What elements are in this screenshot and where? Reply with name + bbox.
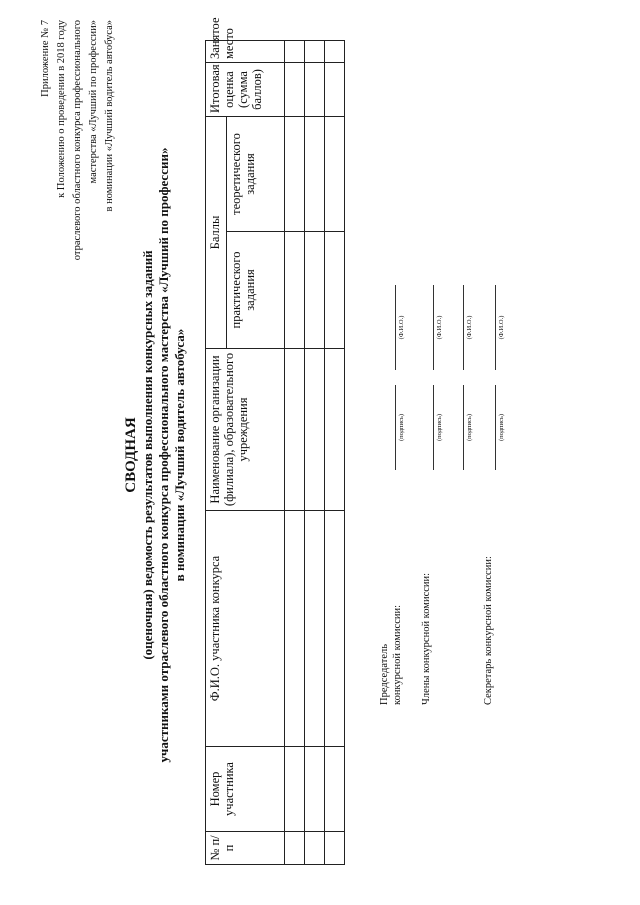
signature-line — [482, 385, 496, 470]
table-cell — [285, 832, 305, 865]
role-label-line: Председатель — [379, 643, 390, 705]
appendix-line: к Положению о проведении в 2018 году — [56, 20, 67, 198]
header-cell: практического задания — [227, 232, 285, 349]
role-label-line: конкурсной комиссии: — [392, 604, 403, 705]
table-cell — [305, 832, 325, 865]
signature-line — [450, 385, 464, 470]
role-label: Члены конкурсной комиссии: — [421, 572, 432, 705]
table-cell — [285, 232, 305, 349]
title-line: участниками отраслевого областного конкурса профессионального мастерства «Лучший по профессии» — [156, 147, 171, 763]
appendix-line: отраслевого областного конкурса профессионального — [72, 20, 83, 261]
header-cell: Номер участника — [206, 747, 285, 832]
table-cell — [325, 232, 345, 349]
signature-caption: (подпись) — [398, 414, 405, 441]
title-line: СВОДНАЯ — [123, 417, 139, 493]
fio-line — [450, 285, 464, 370]
chairman-signature-block — [378, 285, 418, 705]
role-label: Секретарь конкурсной комиссии: — [483, 556, 494, 705]
signature-line — [420, 385, 434, 470]
secretary-signature-block — [482, 285, 522, 705]
table-row — [285, 41, 305, 865]
signature-caption: (подпись) — [436, 414, 443, 441]
appendix-line: в номинации «Лучший водитель автобуса» — [104, 20, 115, 212]
header-cell: теоретического задания — [227, 117, 285, 232]
fio-slot — [482, 285, 506, 370]
table-cell — [305, 63, 325, 117]
table-cell — [325, 832, 345, 865]
fio-line — [420, 285, 434, 370]
signature-slot — [450, 385, 474, 470]
signature-slot — [482, 385, 506, 470]
table-cell — [285, 747, 305, 832]
table-cell — [305, 117, 325, 232]
role-label — [378, 495, 404, 705]
appendix-line: мастерства «Лучший по профессии» — [88, 20, 99, 184]
results-table — [205, 17, 345, 865]
table-cell — [285, 349, 305, 511]
header-cell: Баллы — [206, 117, 227, 349]
table-cell — [325, 511, 345, 747]
appendix-note — [38, 20, 118, 325]
table-cell — [305, 511, 325, 747]
fio-caption: (Ф.И.О.) — [436, 315, 443, 340]
fio-caption: (Ф.И.О.) — [466, 315, 473, 340]
table-cell — [285, 63, 305, 117]
table-cell — [325, 41, 345, 63]
fio-caption: (Ф.И.О.) — [498, 315, 505, 340]
fio-slot — [420, 285, 444, 370]
appendix-line: Приложение № 7 — [40, 20, 51, 97]
fio-slot — [450, 285, 474, 370]
header-cell: Итоговая оценка (сумма баллов) — [206, 63, 285, 117]
signature-line — [382, 385, 396, 470]
header-cell: Занятое место — [206, 41, 285, 63]
table-cell — [285, 41, 305, 63]
signature-slot — [420, 385, 444, 470]
table-cell — [305, 232, 325, 349]
table-cell — [305, 747, 325, 832]
table-cell — [285, 511, 305, 747]
signature-caption: (подпись) — [466, 414, 473, 441]
header-cell: № п/п — [206, 832, 285, 865]
fio-line — [482, 285, 496, 370]
members-signature-block — [420, 285, 480, 705]
table-cell — [305, 349, 325, 511]
document-title — [122, 45, 188, 865]
table-cell — [325, 747, 345, 832]
table-cell — [305, 41, 325, 63]
table-cell — [285, 117, 305, 232]
table-cell — [325, 349, 345, 511]
header-cell: Наименование организации (филиала), образовательного учреждения — [206, 349, 285, 511]
table-row — [305, 41, 325, 865]
title-line: (оценочная) ведомость результатов выполнения конкурсных заданий — [140, 250, 155, 660]
signature-caption: (подпись) — [498, 414, 505, 441]
fio-line — [382, 285, 396, 370]
table-header-row — [206, 41, 227, 865]
header-cell: Ф.И.О. участника конкурса — [206, 511, 285, 747]
signature-slot — [382, 385, 406, 470]
title-line: в номинации «Лучший водитель автобуса» — [172, 328, 187, 582]
table-cell — [325, 63, 345, 117]
table-cell — [325, 117, 345, 232]
table-row — [325, 41, 345, 865]
fio-caption: (Ф.И.О.) — [398, 315, 405, 340]
fio-slot — [382, 285, 406, 370]
